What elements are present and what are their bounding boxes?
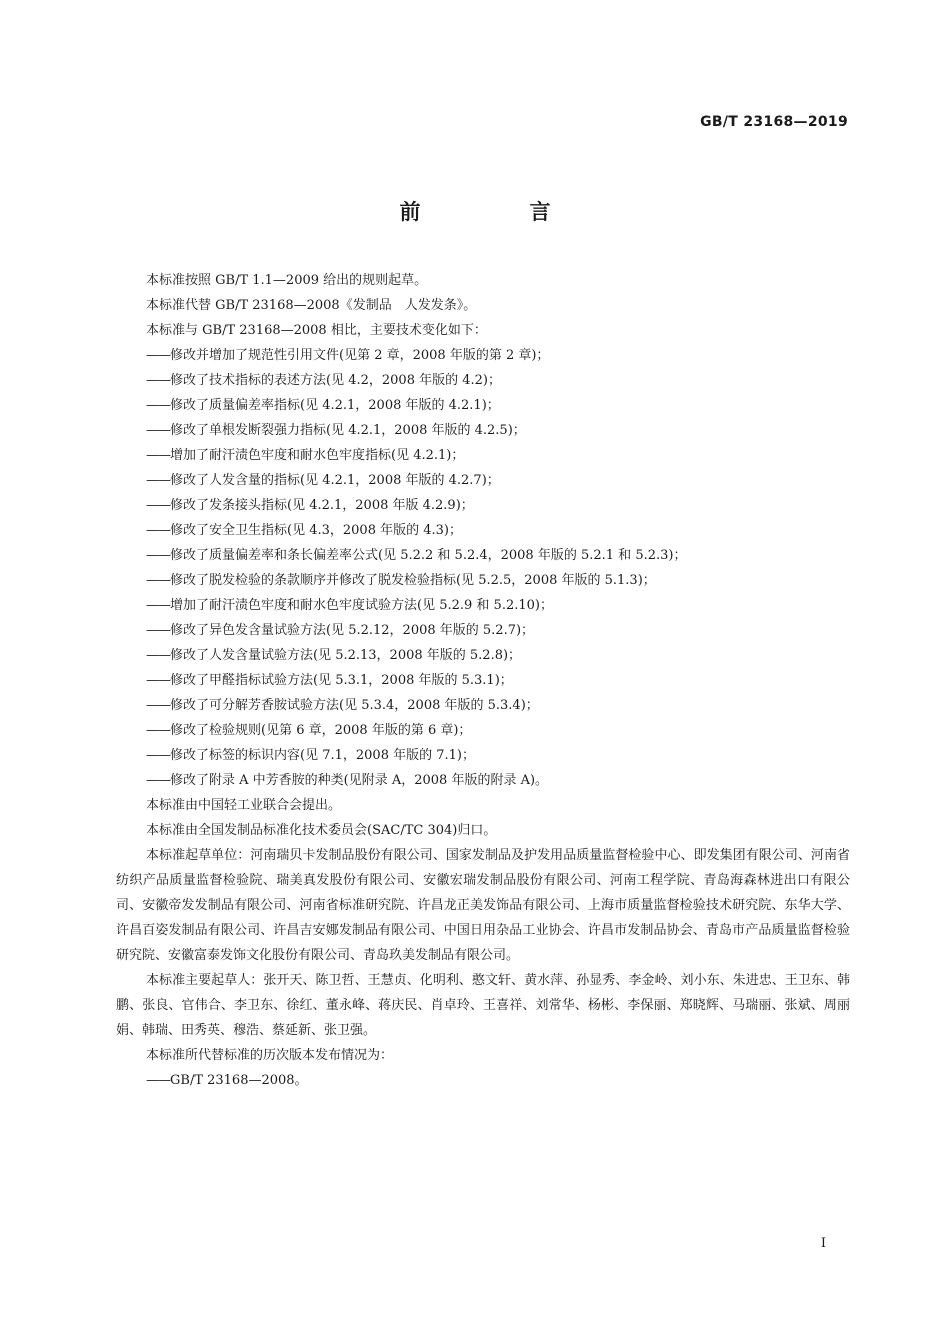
dash-marker: —— bbox=[146, 373, 170, 388]
change-item bbox=[116, 518, 850, 543]
change-item-text: 修改了脱发检验的条款顺序并修改了脱发检验指标(见 5.2.5，2008 年版的 5.1.3)； bbox=[170, 573, 656, 588]
dash-marker: —— bbox=[146, 648, 170, 663]
change-item bbox=[116, 718, 850, 743]
dash-marker: —— bbox=[146, 573, 170, 588]
dash-marker: —— bbox=[146, 448, 170, 463]
dash-marker: —— bbox=[146, 1073, 170, 1088]
change-item bbox=[116, 743, 850, 768]
change-item-text: 修改了质量偏差率和条长偏差率公式(见 5.2.2 和 5.2.4，2008 年版的 5.2.1 和 5.2.3)； bbox=[170, 548, 687, 563]
intro-paragraph: 本标准与 GB/T 23168—2008 相比，主要技术变化如下： bbox=[146, 323, 487, 338]
change-item bbox=[116, 693, 850, 718]
change-item-text: 修改了人发含量试验方法(见 5.2.13，2008 年版的 5.2.8)； bbox=[170, 648, 522, 663]
intro-paragraph: 本标准按照 GB/T 1.1—2009 给出的规则起草。 bbox=[146, 273, 428, 288]
change-item-text: 修改了人发含量的指标(见 4.2.1，2008 年版的 4.2.7)； bbox=[170, 473, 500, 488]
dash-marker: —— bbox=[146, 348, 170, 363]
change-item bbox=[116, 643, 850, 668]
change-item-text: 修改了技术指标的表述方法(见 4.2，2008 年版的 4.2)； bbox=[170, 373, 501, 388]
foreword-body bbox=[116, 268, 850, 1093]
change-item-text: 修改并增加了规范性引用文件(见第 2 章，2008 年版的第 2 章)； bbox=[170, 348, 550, 363]
change-item bbox=[116, 668, 850, 693]
dash-marker: —— bbox=[146, 723, 170, 738]
change-item bbox=[116, 468, 850, 493]
dash-marker: —— bbox=[146, 548, 170, 563]
main-drafters-paragraph: 本标准主要起草人：张开天、陈卫哲、王慧贞、化明利、憨文轩、黄水萍、孙显秀、李金岭、刘小东、朱进忠、王卫东、韩鹏、张良、官伟合、李卫东、徐红、董永峰、蒋庆民、肖卓玲、王喜祥、刘常华、杨彬、李保丽、郑晓辉、马瑞丽、张斌、周丽娟、韩瑞、田秀英、穆浩、蔡延新、张卫强。 bbox=[116, 973, 850, 1038]
proposed-by-paragraph: 本标准由中国轻工业联合会提出。 bbox=[146, 798, 342, 813]
dash-marker: —— bbox=[146, 523, 170, 538]
intro-paragraph: 本标准代替 GB/T 23168—2008《发制品 人发发条》。 bbox=[146, 298, 477, 313]
dash-marker: —— bbox=[146, 498, 170, 513]
change-item-text: 修改了单根发断裂强力指标(见 4.2.1，2008 年版的 4.2.5)； bbox=[170, 423, 526, 438]
change-item bbox=[116, 768, 850, 793]
dash-marker: —— bbox=[146, 423, 170, 438]
change-item-text: 修改了甲醛指标试验方法(见 5.3.1，2008 年版的 5.3.1)； bbox=[170, 673, 513, 688]
dash-marker: —— bbox=[146, 398, 170, 413]
history-item-text: GB/T 23168—2008。 bbox=[170, 1073, 308, 1088]
dash-marker: —— bbox=[146, 748, 170, 763]
change-item bbox=[116, 543, 850, 568]
standard-code-header: GB/T 23168—2019 bbox=[700, 114, 848, 130]
change-item-text: 修改了标签的标识内容(见 7.1，2008 年版的 7.1)； bbox=[170, 748, 475, 763]
dash-marker: —— bbox=[146, 773, 170, 788]
change-item bbox=[116, 418, 850, 443]
change-item-text: 增加了耐汗渍色牢度和耐水色牢度试验方法(见 5.2.9 和 5.2.10)； bbox=[170, 598, 553, 613]
change-item-text: 修改了可分解芳香胺试验方法(见 5.3.4，2008 年版的 5.3.4)； bbox=[170, 698, 539, 713]
change-item-text: 增加了耐汗渍色牢度和耐水色牢度指标(见 4.2.1)； bbox=[170, 448, 465, 463]
change-item bbox=[116, 568, 850, 593]
dash-marker: —— bbox=[146, 623, 170, 638]
change-item bbox=[116, 368, 850, 393]
history-item bbox=[116, 1068, 850, 1093]
dash-marker: —— bbox=[146, 598, 170, 613]
change-item-text: 修改了发条接头指标(见 4.2.1，2008 年版 4.2.9)； bbox=[170, 498, 474, 513]
change-item-text: 修改了异色发含量试验方法(见 5.2.12，2008 年版的 5.2.7)； bbox=[170, 623, 535, 638]
change-item bbox=[116, 493, 850, 518]
change-item-text: 修改了检验规则(见第 6 章，2008 年版的第 6 章)； bbox=[170, 723, 472, 738]
drafting-units-paragraph: 本标准起草单位：河南瑞贝卡发制品股份有限公司、国家发制品及护发用品质量监督检验中心、即发集团有限公司、河南省纺织产品质量监督检验院、瑞美真发股份有限公司、安徽宏瑞发制品股份有限公司、河南工程学院、青岛海森林进出口有限公司、安徽帝发发制品有限公司、河南省标准研究院、许昌龙正美发饰品有限公司、上海市质量监督检验技术研究院、东华大学、许昌百姿发制品有限公司、许昌吉安娜发制品有限公司、中国日用杂品工业协会、许昌市发制品协会、青岛市产品质量监督检验研究院、安徽富泰发饰文化股份有限公司、青岛玖美发制品有限公司。 bbox=[116, 848, 850, 963]
change-item-text: 修改了附录 A 中芳香胺的种类(见附录 A，2008 年版的附录 A)。 bbox=[170, 773, 549, 788]
changes-list bbox=[116, 343, 850, 793]
administered-by-paragraph: 本标准由全国发制品标准化技术委员会(SAC/TC 304)归口。 bbox=[146, 823, 497, 838]
change-item-text: 修改了质量偏差率指标(见 4.2.1，2008 年版的 4.2.1)； bbox=[170, 398, 500, 413]
change-item bbox=[116, 393, 850, 418]
page-number: Ⅰ bbox=[820, 1236, 826, 1251]
change-item bbox=[116, 343, 850, 368]
history-intro-paragraph: 本标准所代替标准的历次版本发布情况为： bbox=[146, 1048, 394, 1063]
change-item bbox=[116, 593, 850, 618]
change-item bbox=[116, 443, 850, 468]
dash-marker: —— bbox=[146, 473, 170, 488]
dash-marker: —— bbox=[146, 673, 170, 688]
dash-marker: —— bbox=[146, 698, 170, 713]
change-item-text: 修改了安全卫生指标(见 4.3，2008 年版的 4.3)； bbox=[170, 523, 462, 538]
change-item bbox=[116, 618, 850, 643]
page-title: 前 言 bbox=[399, 200, 595, 224]
